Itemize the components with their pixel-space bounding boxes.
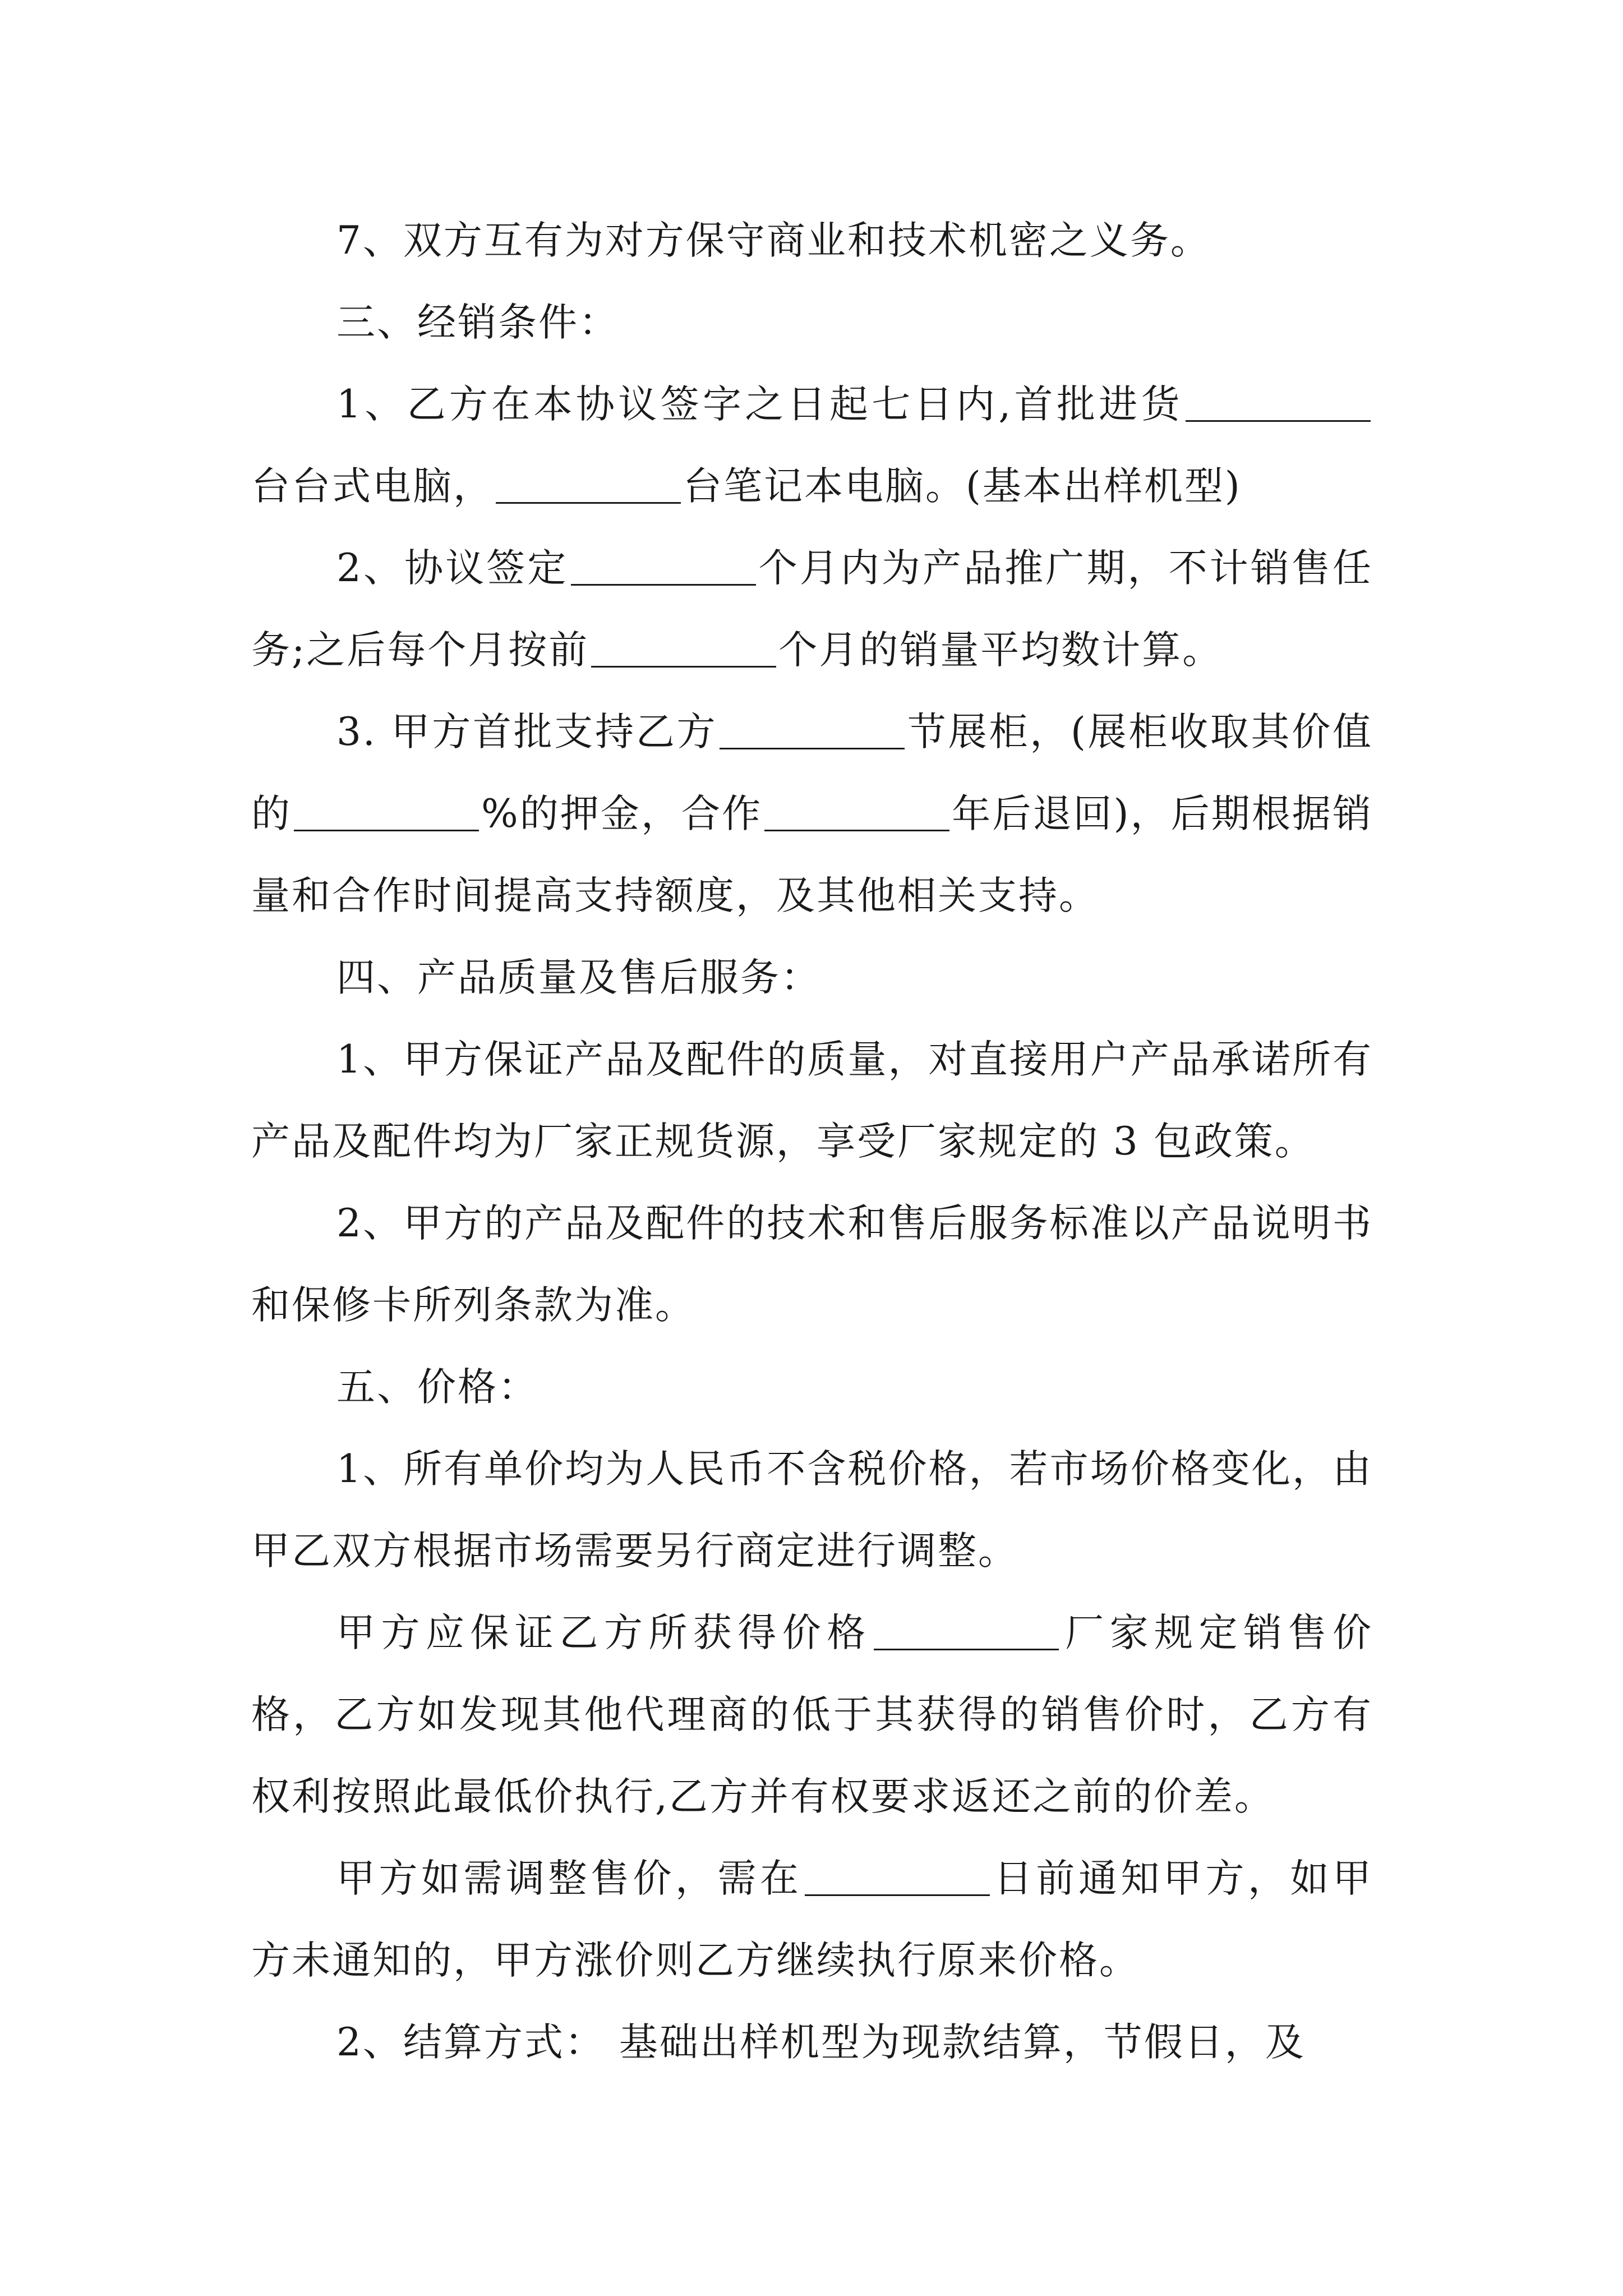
- paragraph-quality-guarantee: 1、甲方保证产品及配件的质量，对直接用户产品承诺所有产品及配件均为厂家正规货源，享受厂家规定的 3 包政策。: [251, 1037, 1373, 1164]
- paragraph-price-guarantee: 甲方应保证乙方所获得价格 厂家规定销售价格，乙方如发现其他代理商的低于其获得的销售价时，乙方有权利按照此最低价执行,乙方并有权要求返还之前的价差。: [251, 1611, 1373, 1819]
- paragraph-first-purchase: 1、乙方在本协议签字之日起七日内,首批进货台台式电脑， 台笔记本电脑。(基本出样机型): [251, 364, 1373, 527]
- fill-in-blank[interactable]: [571, 545, 756, 586]
- fill-in-blank[interactable]: [720, 709, 905, 749]
- fill-in-blank[interactable]: [496, 463, 681, 504]
- fill-in-blank[interactable]: [591, 627, 776, 668]
- document-body: [251, 200, 1373, 2083]
- fill-in-blank[interactable]: [1186, 381, 1371, 422]
- paragraph-settlement: 2、结算方式： 基础出样机型为现款结算，节假日，及: [336, 2020, 1306, 2065]
- paragraph-service-standard: 2、甲方的产品及配件的技术和售后服务标准以产品说明书和保修卡所列条款为准。: [251, 1201, 1373, 1328]
- section-heading-quality-service: 四、产品质量及售后服务：: [336, 955, 821, 1000]
- fill-in-blank[interactable]: [294, 791, 479, 831]
- fill-in-blank[interactable]: [805, 1856, 990, 1896]
- fill-in-blank[interactable]: [874, 1610, 1059, 1650]
- paragraph-confidentiality: 7、双方互有为对方保守商业和技术机密之义务。: [336, 218, 1211, 263]
- fill-in-blank[interactable]: [764, 791, 949, 831]
- section-heading-price: 五、价格：: [336, 1365, 538, 1410]
- paragraph-price-adjustment: 甲方如需调整售价，需在 日前通知甲方，如甲方未通知的，甲方涨价则乙方继续执行原来价格。: [251, 1856, 1373, 1983]
- paragraph-unit-price: 1、所有单价均为人民币不含税价格，若市场价格变化，由甲乙双方根据市场需要另行商定进行调整。: [251, 1447, 1373, 1573]
- paragraph-promotion-period: 2、协议签定 个月内为产品推广期，不计销售任务;之后每个月按前 个月的销量平均数计算。: [251, 546, 1373, 673]
- section-heading-distribution-terms: 三、经销条件：: [336, 300, 619, 345]
- paragraph-display-cabinet: 3. 甲方首批支持乙方 节展柜，(展柜收取其价值的 %的押金，合作 年后退回)，后期根据销量和合作时间提高支持额度，及其他相关支持。: [251, 710, 1373, 918]
